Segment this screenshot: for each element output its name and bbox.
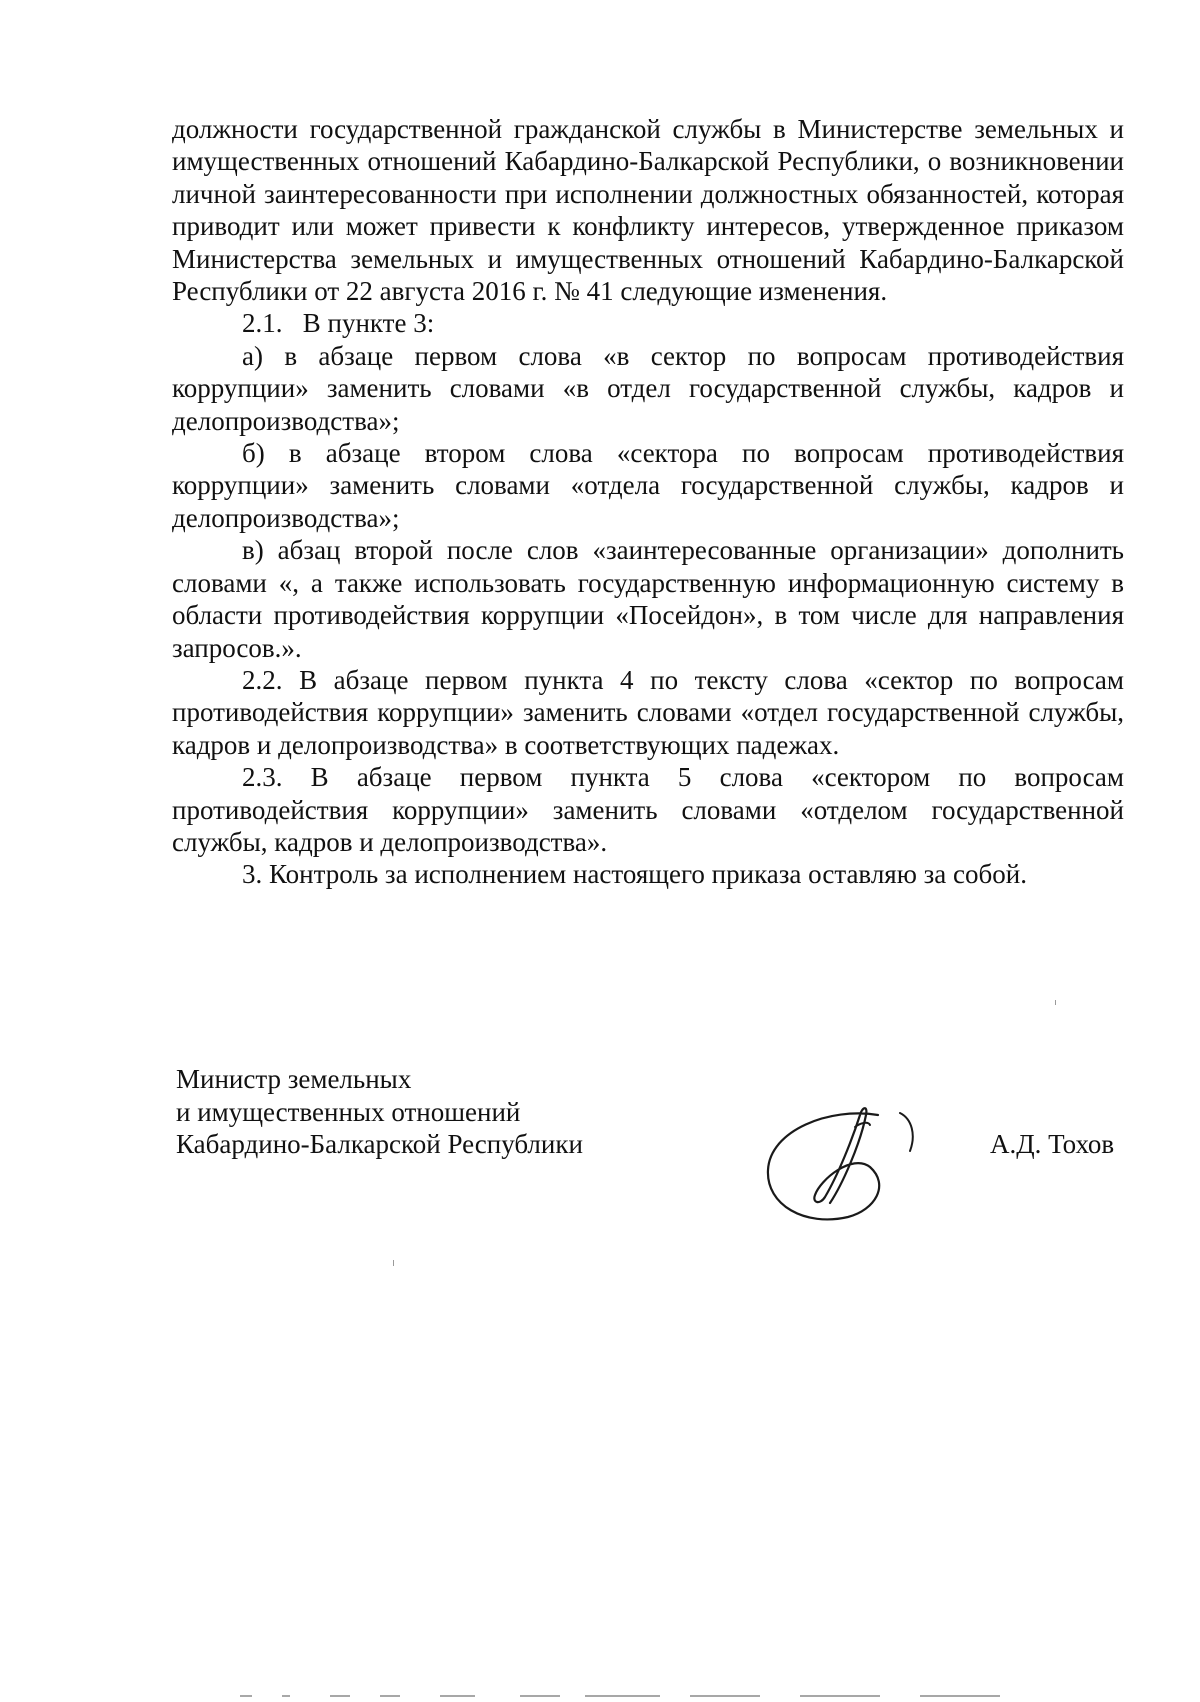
- document-body: [172, 113, 1124, 891]
- signer-title-line: Министр земельных: [176, 1064, 412, 1094]
- paragraph-2-2: 2.2. В абзаце первом пункта 4 по тексту слова «сектор по вопросам противодействия коррупции» заменить словами «отдел государственной службы, кадров и делопроизводства» в соответствующих падежах.: [172, 664, 1124, 760]
- handwritten-signature: [760, 1085, 930, 1235]
- paragraph-2-1: 2.1. В пункте 3:: [242, 308, 435, 339]
- paragraph-2-3: 2.3. В абзаце первом пункта 5 слова «сектором по вопросам противодействия коррупции» заменить словами «отделом государственной службы, кадров и делопроизводства».: [172, 762, 1124, 857]
- scan-bottom-edge: [240, 1694, 1040, 1697]
- paragraph-intro: должности государственной гражданской службы в Министерстве земельных и имущественных отношений Кабардино-Балкарской Республики, о возникновении личной заинтересованности при исполнении должностных обязанностей, которая приводит или может привести к конфликту интересов, утвержденное приказом Министерства земельных и имущественных отношений Кабардино-Балкарской Республики от 22 августа 2016 г. № 41 следующие изменения.: [172, 114, 1124, 307]
- signer-title-line: Кабардино-Балкарской Республики: [176, 1129, 583, 1159]
- scan-speck: [1055, 1000, 1056, 1005]
- signer-name: А.Д. Тохов: [990, 1129, 1115, 1159]
- paragraph-2-1-b: б) в абзаце втором слова «сектора по вопросам противодействия коррупции» заменить словами «отдела государственной службы, кадров и делопроизводства»;: [172, 438, 1124, 533]
- scan-speck: [393, 1260, 394, 1266]
- signer-title-line: и имущественных отношений: [176, 1096, 521, 1127]
- paragraph-3: 3. Контроль за исполнением настоящего приказа оставляю за собой.: [242, 859, 1027, 890]
- paragraph-2-1-a: а) в абзаце первом слова «в сектор по вопросам противодействия коррупции» заменить словами «в отдел государственной службы, кадров и делопроизводства»;: [172, 340, 1124, 436]
- paragraph-2-1-v: в) абзац второй после слов «заинтересованные организации» дополнить словами «, а также использовать государственную информационную систему в области противодействия коррупции «Посейдон», в том числе для направления запросов.».: [172, 535, 1124, 663]
- signer-title: [176, 1063, 583, 1161]
